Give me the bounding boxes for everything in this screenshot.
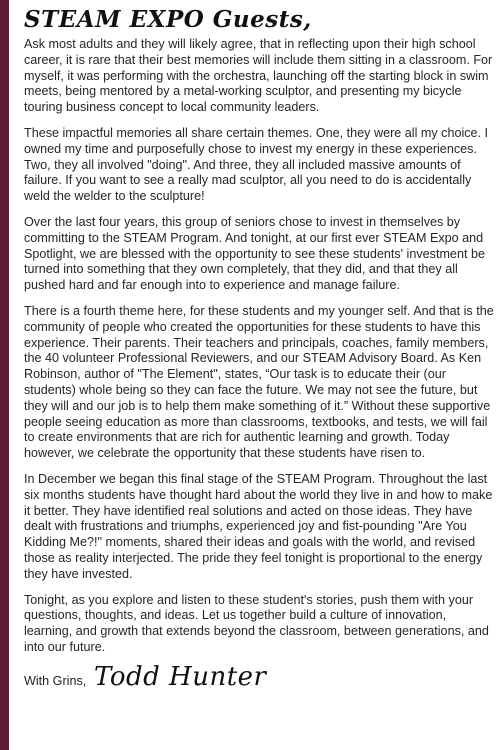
signoff-label: With Grins, [24, 673, 87, 688]
letter-paragraph-4: There is a fourth theme here, for these students and my younger self. And that is the community of people who created the opportunities for these students to have this experience. Their parents. Their teachers and principals, coaches, family members, the 40 volunteer Professional Reviewers, and our STEAM Advisory Board. As Ken Robinson, author of "The Element", states, “Our task is to educate their (our students) whole being so they can face the future. We may not see the future, but they will and our job is to help them make something of it.” Without these supportive people seeing education as more than classrooms, textbooks, and tests, we will fail to create environments that are rich for authentic learning and growth. Today however, we celebrate the opportunity that these students have risen to. [24, 303, 494, 461]
signature: Todd Hunter [94, 661, 267, 692]
letter-paragraph-2: These impactful memories all share certain themes. One, they were all my choice. I owned my time and purposefully chose to invest my energy in these experiences. Two, they all involved "doing". And three, they all included massive amounts of failure. If you want to see a really mad sculptor, all you need to do is accidentally weld the welder to the sculpture! [24, 125, 489, 204]
letter-paragraph-5: In December we began this final stage of the STEAM Program. Throughout the last six months students have thought hard about the world they live in and how to make it better. They have identified real solutions and acted on those ideas. They have dealt with frustrations and triumphs, experienced joy and fist-pounding "Are You Kidding Me?!" moments, shared their ideas and goals with the world, and revised those as reality interjected. The pride they feel tonight is proportional to the energy they have invested. [24, 471, 493, 581]
letter-title: STEAM EXPO Guests, [24, 6, 312, 33]
letter-paragraph-6: Tonight, as you explore and listen to these student's stories, push them with your questions, thoughts, and ideas. Let us together build a culture of innovation, learning, and growth that extends beyond the classroom, between generations, and into our future. [24, 592, 489, 654]
letter-paragraph-1: Ask most adults and they will likely agree, that in reflecting upon their high school career, it is rare that their best memories will include them sitting in a classroom. For myself, it was performing with the orchestra, launching off the starting block in swim meets, being mentored by a metal-working sculptor, and presenting my bicycle touring business concept to local community leaders. [24, 37, 493, 115]
letter [24, 6, 494, 698]
letter-paragraph-3: Over the last four years, this group of seniors chose to invest in themselves by committing to the STEAM Program. And tonight, at our first ever STEAM Expo and Spotlight, we are blessed with the opportunity to see these students' investment be turned into something that they own completely, that they did, and that they all pushed hard and far enough into to experience and manage failure. [24, 214, 485, 293]
signoff [24, 661, 494, 698]
sidebar-accent-bar [0, 0, 9, 750]
